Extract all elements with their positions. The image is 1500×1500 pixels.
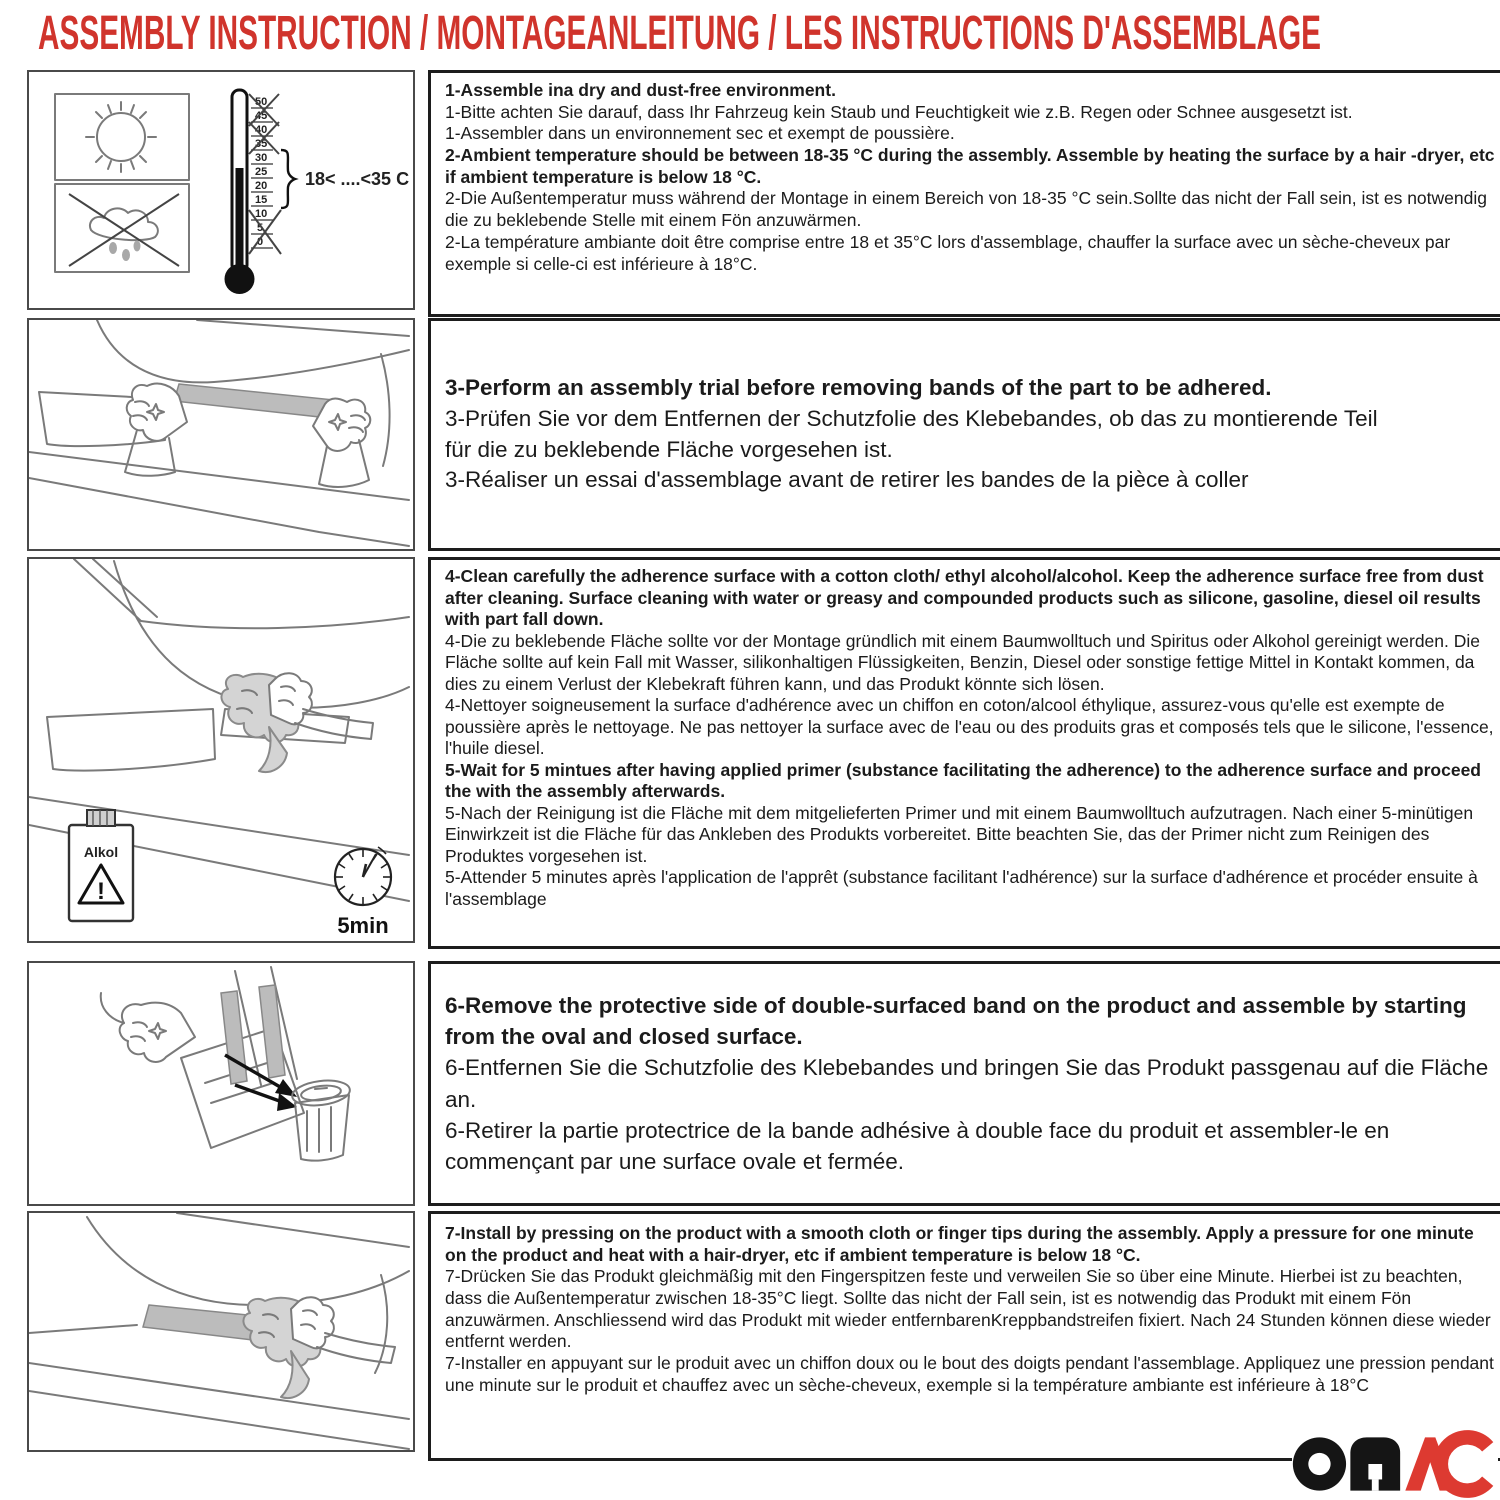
step-1-fr: 1-Assembler dans un environnement sec et exempt de poussière. (445, 123, 955, 144)
alcohol-bottle-icon (69, 810, 133, 921)
step-6-fr: 6-Retirer la partie protectrice de la bande adhésive à double face du produit et assembler-le en commençant par une surface ovale et fermée. (445, 1117, 1390, 1174)
text-trial (428, 318, 1500, 551)
no-rain-icon (55, 184, 189, 272)
step-3-fr: 3-Réaliser un essai d'assemblage avant de retirer les bandes de la pièce à coller (445, 467, 1249, 493)
step-7-de: 7-Drücken Sie das Produkt gleichmäßig mit den Fingerspitzen feste und verweilen Sie so über eine Minute. Hierbei ist zu beachten, dass die Außentemperatur zwischen 18-35°C liegt. Sollte das nicht der Fall sein, ist es notwendig das Produkt mit einem Fön anzuwärmen. Anschliessend wird das Produkt mit wieder entfernbarenKreppbandstreifen fixiert. Nach 24 Stunden können diese wieder entfernt werden. (445, 1266, 1491, 1352)
text-band-removal (428, 961, 1500, 1206)
thermometer-icon (225, 90, 410, 294)
step-7-en: 7-Install by pressing on the product with a smooth cloth or finger tips during the assembly. Apply a pressure for one minute on the product and heat with a hair-dryer, etc if ambient temperature is below 18 °C. (445, 1223, 1474, 1265)
step-2-en: 2-Ambient temperature should be between 18-35 °C during the assembly. Assemble by heating the surface by a hair -dryer, etc if ambient temperature is below 18 °C. (445, 145, 1495, 187)
svg-text:10: 10 (255, 208, 268, 220)
page-title: ASSEMBLY INSTRUCTION / MONTAGEANLEITUNG / LES INSTRUCTIONS D'ASSEMBLAGE (38, 7, 1321, 60)
peeling-hand-icon (101, 993, 195, 1062)
cleaning-illustration (29, 559, 413, 941)
step-4-en: 4-Clean carefully the adherence surface with a cotton cloth/ ethyl alcohol/alcohol. Keep the adherence surface free from dust after cleaning. Surface cleaning with water or greasy and compounded products such as silicone, gasoline, diesel oil results with part fall down. (445, 566, 1484, 630)
svg-text:35: 35 (255, 138, 268, 150)
svg-text:0: 0 (257, 236, 264, 248)
text-cleaning (428, 557, 1500, 949)
illustration-trial (27, 318, 415, 551)
svg-text:40: 40 (255, 124, 268, 136)
step-5-fr: 5-Attender 5 minutes après l'application de l'apprêt (substance facilitant l'adhérence) sur la surface d'adhérence et procéder ensuite à l'assemblage (445, 867, 1478, 909)
illustration-cleaning (27, 557, 415, 943)
text-environment (428, 70, 1500, 317)
right-hand-icon (313, 399, 370, 487)
step-6-de: 6-Entfernen Sie die Schutzfolie des Klebebandes und bringen Sie das Produkt passgenau auf die Fläche an. (445, 1055, 1489, 1112)
pressing-hand-icon (243, 1297, 395, 1398)
step-3-de: 3-Prüfen Sie vor dem Entfernen der Schutzfolie des Klebebandes, ob das zu montierende Teil für die zu beklebende Fläche vorgesehen ist. (445, 405, 1378, 462)
temperature-range-label: 18< ....<35 C (305, 169, 410, 189)
text-install (428, 1211, 1500, 1461)
illustration-band-removal (27, 961, 415, 1206)
step-4-de: 4-Die zu beklebende Fläche sollte vor der Montage gründlich mit einem Baumwolltuch und Spiritus oder Alkohol gereinigt werden. Die Fläche sollte auf kein Fall mit Wasser, silikonhaltigen Flüssigkeiten, Benzin, Diesel oder sonstige fettige Mittel in Kontakt kommen, da dies zu einem Verlust der Klebekraft führen kann, und das Produkt könnte sich lösen. (445, 630, 1481, 694)
step-5-de: 5-Nach der Reinigung ist die Fläche mit dem mitgelieferten Primer und mit einem Baumwolltuch aufzutragen. Nach einer 5-minütigen Einwirkzeit ist die Fläche für das Ankleben des Produkts vorbereitet. Bitte beachten Sie, das der Primer nicht zum Reinigen des Produktes vorgesehen ist. (445, 802, 1474, 866)
omac-logo-icon (1292, 1428, 1498, 1500)
svg-text:20: 20 (255, 180, 268, 192)
step-1-de: 1-Bitte achten Sie darauf, dass Ihr Fahrzeug kein Staub und Feuchtigkeit wie z.B. Regen oder Schnee ausgesetzt ist. (445, 101, 1353, 122)
svg-text:!: ! (97, 878, 105, 905)
svg-text:5: 5 (257, 222, 264, 234)
step-5-en: 5-Wait for 5 mintues after having applied primer (substance facilitating the adherence) to the adherence surface and proceed the with the assembly afterwards. (445, 759, 1481, 802)
step-2-fr: 2-La température ambiante doit être comprise entre 18 et 35°C lors d'assemblage, chauffer la surface avec un sèche-cheveux par exemple si celle-ci est inférieure à 18°C. (445, 231, 1451, 274)
cleaning-hand-icon (221, 673, 373, 772)
band-removal-illustration (29, 963, 413, 1204)
left-hand-icon (125, 384, 187, 476)
step-3-en: 3-Perform an assembly trial before removing bands of the part to be adhered. (445, 375, 1272, 401)
install-illustration (29, 1213, 413, 1450)
clock-duration-label: 5min (337, 913, 389, 938)
svg-text:25: 25 (255, 166, 268, 178)
step-6-en: 6-Remove the protective side of double-surfaced band on the product and assemble by starting from the oval and closed surface. (445, 993, 1467, 1050)
omac-logo (1292, 1428, 1498, 1500)
trash-can-icon (291, 1078, 351, 1161)
step-1-en: 1-Assemble ina dry and dust-free environment. (445, 80, 836, 100)
svg-text:15: 15 (255, 194, 268, 206)
svg-text:50: 50 (255, 96, 268, 108)
clock-icon (335, 847, 391, 938)
range-brace (281, 150, 295, 208)
svg-text:30: 30 (255, 152, 268, 164)
sun-icon (55, 94, 189, 180)
door-sill-trim (174, 384, 334, 418)
illustration-environment (27, 70, 415, 310)
illustration-install (27, 1211, 415, 1452)
trial-illustration (29, 320, 413, 549)
svg-text:45: 45 (255, 110, 268, 122)
step-4-fr: 4-Nettoyer soigneusement la surface d'adhérence avec un chiffon en coton/alcool éthylique, assurez-vous qu'elle est exempte de poussière après le nettoyage. Ne pas nettoyer la surface avec de l'eau ou des produits gras et composés tels que le silicone, l'essence, l'huile diesel. (445, 695, 1494, 759)
step-2-de: 2-Die Außentemperatur muss während der Montage in einem Bereich von 18-35 °C sein.Sollte das nicht der Fall sein, ist es notwendig die zu beklebende Stelle mit einem Fön anzuwärmen. (445, 188, 1487, 231)
step-7-fr: 7-Installer en appuyant sur le produit avec un chiffon doux ou le bout des doigts pendant l'assemblage. Appliquez une pression pendant une minute sur le produit et chauffez avec un sèche-cheveux, exemple si la température ambiante est inférieure à 18°C (445, 1353, 1494, 1395)
environment-illustration (29, 72, 413, 308)
bottle-label: Alkol (83, 844, 119, 860)
